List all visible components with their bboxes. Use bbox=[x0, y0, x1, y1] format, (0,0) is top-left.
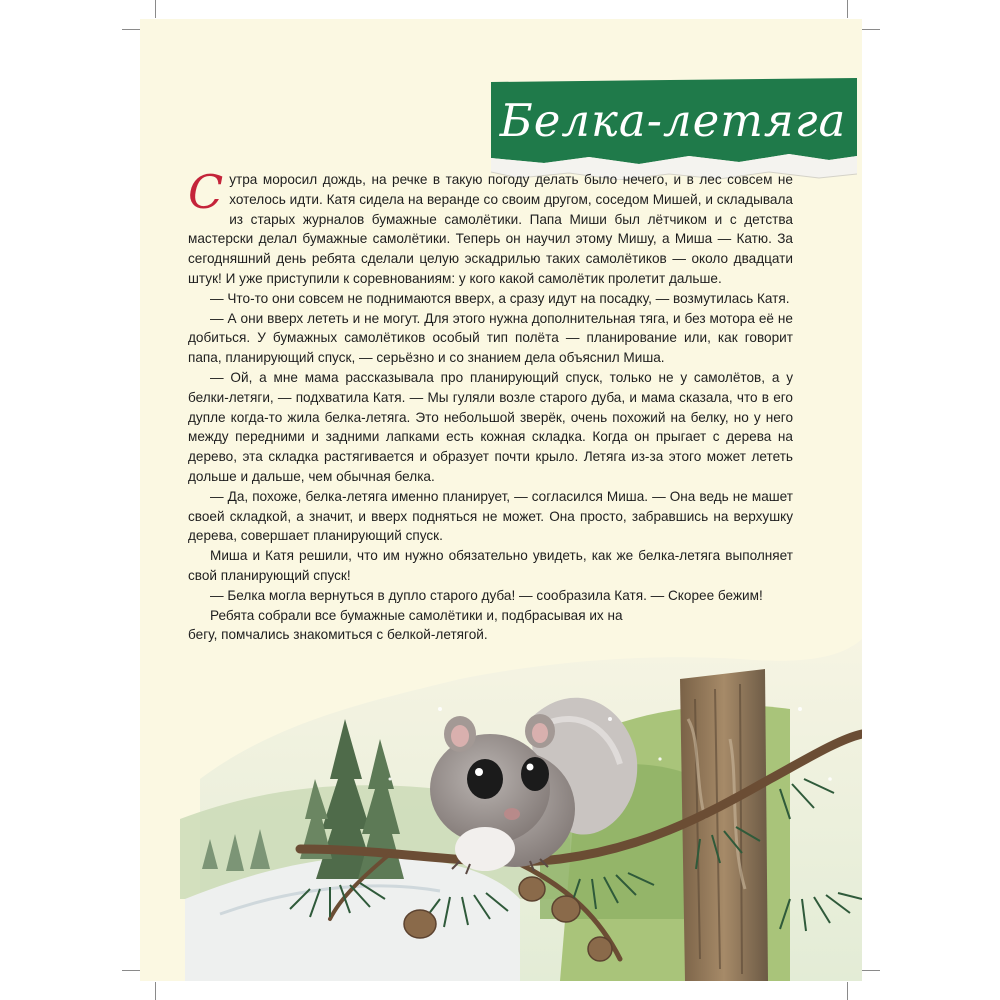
story-paragraph: Миша и Катя решили, что им нужно обязательно увидеть, как же белка-летяга выполняет свой планирующий спуск! bbox=[188, 548, 793, 583]
story-paragraph: Ребята собрали все бумажные самолётики и, подбрасывая их на бегу, помчались знакомиться с белкой-летягой. bbox=[188, 607, 623, 643]
story-paragraph bbox=[188, 165, 793, 289]
paragraph-text: утра моросил дождь, на речке в такую погоду делать было нечего, и в лес совсем не хотелось идти. Катя сидела на веранде со своим другом, соседом Мишей, и складывала из старых журналов бумажные самолётики. Папа Миши был лётчиком и с детства мастерски делал бумажные самолётики. Теперь он научил этому Мишу, а Миша — Катю. За сегодняшний день ребята сделали целую эскадрилью таких самолётиков — около двадцати штук! И уже приступили к соревнованиям: у кого какой самолётик пролетит дальше. bbox=[188, 172, 793, 286]
crop-mark bbox=[155, 0, 156, 18]
story-paragraph: — А они вверх лететь и не могут. Для этого нужна дополнительная тяга, и без мотора её не добиться. У бумажных самолётиков особый тип полёта — планирование или, как говорит папа, планирующий спуск, — серьёзно и со знанием дела объяснил Миша. bbox=[188, 310, 793, 366]
crop-mark bbox=[847, 0, 848, 18]
crop-mark bbox=[122, 970, 140, 971]
crop-mark bbox=[122, 29, 140, 30]
book-page bbox=[140, 19, 862, 981]
page-title: Белка-летяга bbox=[499, 94, 847, 147]
crop-mark bbox=[862, 29, 880, 30]
story-paragraph: — Белка могла вернуться в дупло старого дуба! — сообразила Катя. — Скорее бежим! bbox=[210, 587, 763, 603]
crop-mark bbox=[862, 970, 880, 971]
story-paragraph: — Ой, а мне мама рассказывала про планирующий спуск, только не у самолётов, а у белки-летяги, — подхватила Катя. — Мы гуляли возле старого дуба, и мама сказала, что в его дупле когда-то жила белка-летяга. Это небольшой зверёк, очень похожий на белку, но у него между передними и задними лапками есть кожная складка. Когда он прыгает с дерева на дерево, эта складка растягивается и образует почти крыло. Летяга из-за этого может лететь дольше и дальше, чем обычная белка. bbox=[188, 369, 793, 484]
story-paragraph: — Да, похоже, белка-летяга именно планирует, — согласился Миша. — Она ведь не машет своей складкой, а значит, и вверх подняться не может. Она просто, забравшись на верхушку дерева, совершает планирующий спуск. bbox=[188, 488, 793, 544]
story-text bbox=[188, 165, 793, 645]
story-paragraph: — Что-то они совсем не поднимаются вверх, а сразу идут на посадку, — возмутилась Катя. bbox=[210, 290, 790, 306]
crop-mark bbox=[847, 982, 848, 1000]
crop-mark bbox=[155, 982, 156, 1000]
title-banner bbox=[489, 78, 857, 180]
drop-cap: С bbox=[188, 165, 224, 219]
